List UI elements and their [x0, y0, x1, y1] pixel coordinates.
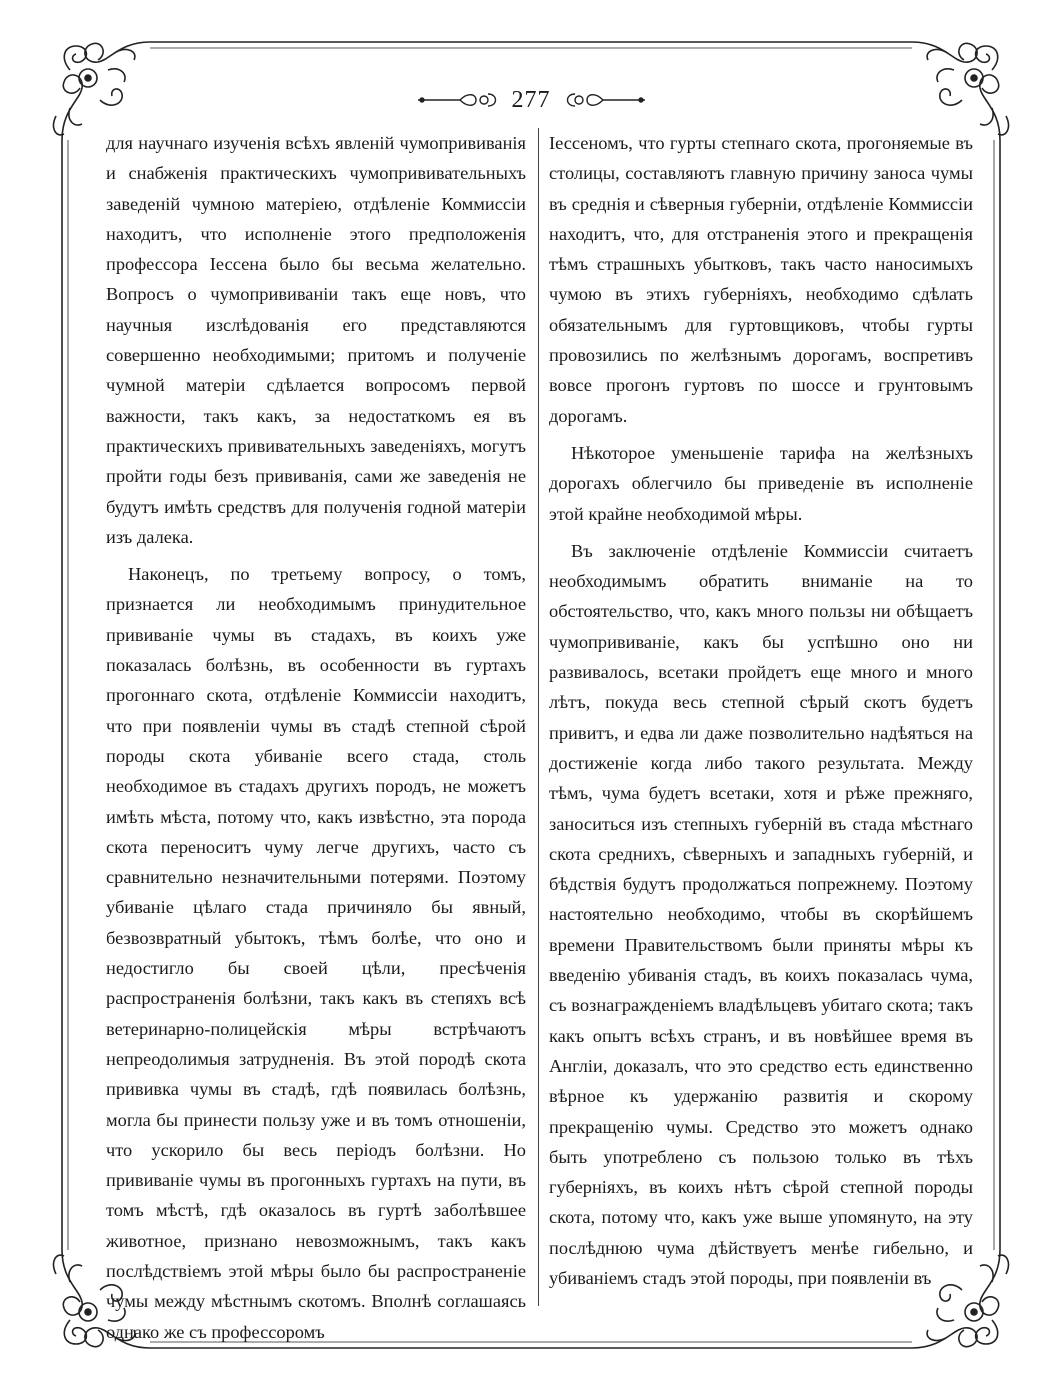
right-paragraph-1: Іессеномъ, что гурты степнаго скота, прогоняемые въ столицы, составляютъ главную причину заноса чумы въ среднія и сѣверныя губерніи, отдѣленіе Коммиссіи находитъ, что, для отстраненія этого и прекращенія тѣмъ страшныхъ убытковъ, такъ часто наносимыхъ чумою въ этихъ губерніяхъ, необходимо сдѣлать обязательнымъ для гуртовщиковъ, чтобы гурты провозились по желѣзнымъ дорогамъ, воспретивъ вовсе прогонъ гуртовъ по шоссе и грунтовымъ дорогамъ. [549, 133, 973, 426]
page-number: 277 [511, 86, 551, 113]
left-paragraph-2: Наконецъ, по третьему вопросу, о томъ, признается ли необходимымъ принудительное прививаніе чумы въ стадахъ, въ коихъ уже показалась болѣзнь, въ особенности въ гуртахъ прогоннаго скота, отдѣленіе Коммиссіи находитъ, что при появленіи чумы въ стадѣ степной сѣрой породы скота убиваніе всего стада, столь необходимое въ стадахъ другихъ породъ, не можетъ имѣть мѣста, потому что, какъ извѣстно, эта порода скота переноситъ чуму легче другихъ, часто съ сравнительно незначительными потерями. Поэтому убиваніе цѣлаго стада причиняло бы явный, безвозвратный убытокъ, тѣмъ болѣе, что оно и недостигло бы своей цѣли, пресѣченія распространенія болѣзни, такъ какъ въ степяхъ всѣ ветеринарно-полицейскія мѣры встрѣчаютъ непреодолимыя затрудненія. Въ этой породѣ скота прививка чумы въ стадѣ, гдѣ появилась болѣзнь, могла бы принести пользу уже и въ томъ отношеніи, что ускорило бы весь періодъ болѣзни. Но прививаніе чумы въ прогонныхъ гуртахъ на пути, въ томъ мѣстѣ, гдѣ оказалось въ гуртѣ заболѣвшее животное, признано невозможнымъ, такъ какъ послѣдствіемъ этой мѣры было бы распространеніе чумы между мѣстнымъ скотомъ. Вполнѣ соглашаясь однако же съ профессоромъ [106, 564, 526, 1342]
header-ornament-right-icon [565, 90, 645, 110]
right-column [549, 128, 973, 1306]
left-paragraph-1: для научнаго изученія всѣхъ явленій чумопрививанія и снабженія практическихъ чумопрививательныхъ заведеній чумною матеріею, отдѣленіе Коммиссіи находитъ, что исполненіе этого предположенія профессора Іессена было бы весьма желательно. Вопросъ о чумопрививаніи такъ еще новъ, что научныя изслѣдованія его представляются совершенно необходимыми; притомъ и полученіе чумной матеріи сдѣлается вопросомъ первой важности, такъ какъ, за недостаткомъ ея въ практическихъ прививательныхъ заведеніяхъ, могутъ пройти годы безъ прививанія, сами же заведенія не будутъ имѣть средствъ для полученія годной матеріи изъ далека. [106, 133, 526, 547]
header-ornament-left-icon [418, 90, 498, 110]
right-paragraph-3: Въ заключеніе отдѣленіе Коммиссіи считаетъ необходимымъ обратить вниманіе на то обстоятельство, что, какъ много пользы ни обѣщаетъ чумопрививаніе, какъ бы успѣшно оно ни развивалось, всетаки пройдетъ еще много и много лѣтъ, покуда весь степной сѣрый скотъ будетъ привитъ, и едва ли даже позволительно надѣяться на достиженіе когда либо такого результата. Между тѣмъ, чума будетъ всетаки, хотя и рѣже прежняго, заноситься изъ степныхъ губерній въ стада мѣстнаго скота среднихъ, сѣверныхъ и западныхъ губерній, и бѣдствія будутъ продолжаться попрежнему. Поэтому настоятельно необходимо, чтобы въ скорѣйшемъ времени Правительствомъ были приняты мѣры къ введенію убиванія стадъ, въ коихъ показалась чума, съ вознагражденіемъ владѣльцевъ убитаго скота; такъ какъ опытъ всѣхъ странъ, и въ новѣйшее время въ Англіи, доказалъ, что это средство есть единственно вѣрное къ удержанію развитія и скорому прекращенію чумы. Средство это можетъ однако быть употреблено съ пользою только въ тѣхъ губерніяхъ, въ коихъ нѣтъ сѣрой степной породы скота, потому что, какъ уже выше упомянуто, на эту послѣднюю чума дѣйствуетъ менѣе гибельно, и убиваніемъ стадъ этой породы, при появленіи въ [549, 540, 973, 1288]
page-header [0, 82, 1062, 118]
column-divider [538, 128, 539, 1306]
left-column [106, 128, 526, 1342]
right-paragraph-2: Нѣкоторое уменьшеніе тарифа на желѣзныхъ дорогахъ облегчило бы приведеніе въ исполненіе этой крайне необходимой мѣры. [549, 442, 973, 524]
